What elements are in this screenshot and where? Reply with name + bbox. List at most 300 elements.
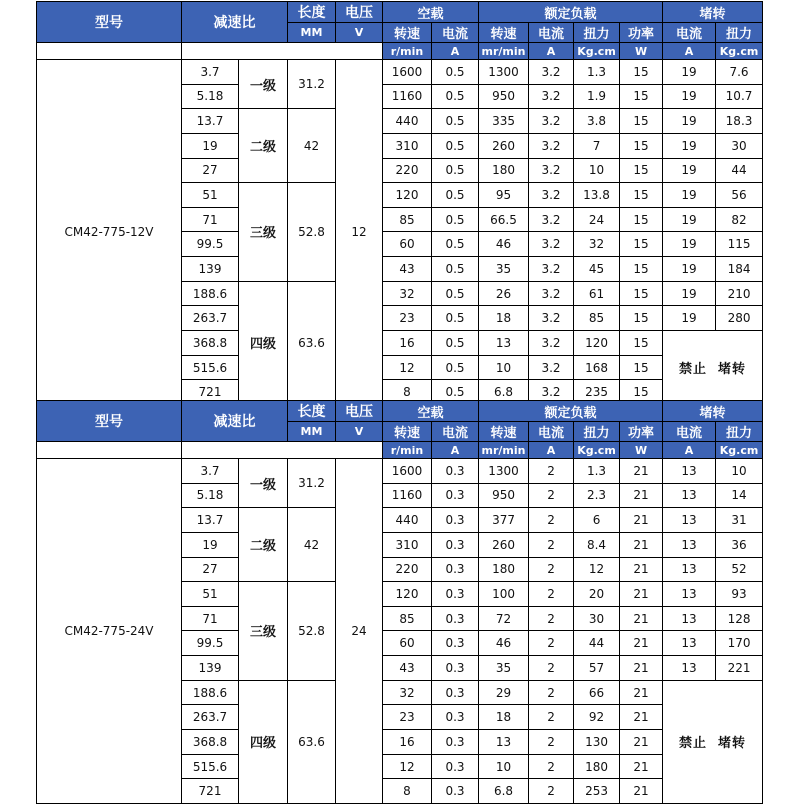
rated-current-cell: 2 [529, 705, 574, 730]
table-row [37, 60, 763, 85]
unit-a: A [663, 43, 716, 60]
ratio-cell: 3.7 [182, 459, 239, 484]
rated-current-cell: 2 [529, 656, 574, 681]
noload-current-cell: 0.5 [432, 207, 479, 232]
noload-current-cell: 0.3 [432, 754, 479, 779]
stall-torque-cell: 10.7 [716, 84, 763, 109]
rated-speed-cell: 180 [479, 557, 529, 582]
forbidden-stall-cell: 禁止 堵转 [663, 680, 763, 803]
stage-cell: 二级 [239, 508, 288, 582]
stall-current-cell: 13 [663, 631, 716, 656]
rated-speed-cell: 950 [479, 84, 529, 109]
noload-current-cell: 0.3 [432, 459, 479, 484]
noload-speed-cell: 12 [383, 754, 432, 779]
header-ratio: 减速比 [182, 401, 288, 442]
blank-cell [37, 43, 182, 60]
noload-current-cell: 0.3 [432, 606, 479, 631]
rated-torque-cell: 66 [574, 680, 620, 705]
rated-speed-cell: 13 [479, 331, 529, 356]
stall-torque-cell: 128 [716, 606, 763, 631]
header-rated-power: 功率 [620, 422, 663, 442]
rated-speed-cell: 35 [479, 257, 529, 282]
rated-torque-cell: 3.8 [574, 109, 620, 134]
blank-cell [37, 442, 182, 459]
stall-current-cell: 13 [663, 508, 716, 533]
noload-current-cell: 0.5 [432, 183, 479, 208]
rated-current-cell: 2 [529, 606, 574, 631]
header-rated-power: 功率 [620, 23, 663, 43]
blank-cell [336, 43, 383, 60]
stall-torque-cell: 93 [716, 582, 763, 607]
stall-torque-cell: 18.3 [716, 109, 763, 134]
stall-torque-cell: 52 [716, 557, 763, 582]
ratio-cell: 5.18 [182, 84, 239, 109]
header-rated-speed: 转速 [479, 23, 529, 43]
rated-torque-cell: 8.4 [574, 532, 620, 557]
unit-w: W [620, 43, 663, 60]
ratio-cell: 19 [182, 532, 239, 557]
rated-torque-cell: 57 [574, 656, 620, 681]
ratio-cell: 99.5 [182, 232, 239, 257]
header-rated-torque: 扭力 [574, 23, 620, 43]
length-cell: 52.8 [288, 582, 336, 681]
blank-cell [182, 442, 288, 459]
length-cell: 31.2 [288, 60, 336, 109]
stall-torque-cell: 44 [716, 158, 763, 183]
stall-torque-cell: 210 [716, 281, 763, 306]
blank-cell [182, 43, 288, 60]
ratio-cell: 188.6 [182, 281, 239, 306]
rated-power-cell: 15 [620, 133, 663, 158]
rated-speed-cell: 26 [479, 281, 529, 306]
header-stall-torque: 扭力 [716, 23, 763, 43]
unit-a: A [529, 442, 574, 459]
noload-speed-cell: 120 [383, 183, 432, 208]
rated-current-cell: 3.2 [529, 84, 574, 109]
stage-cell: 四级 [239, 680, 288, 803]
rated-speed-cell: 29 [479, 680, 529, 705]
rated-power-cell: 15 [620, 183, 663, 208]
rated-torque-cell: 45 [574, 257, 620, 282]
header-length: 长度 [288, 401, 336, 422]
noload-current-cell: 0.5 [432, 109, 479, 134]
rated-speed-cell: 1300 [479, 60, 529, 85]
ratio-cell: 515.6 [182, 355, 239, 380]
rated-torque-cell: 180 [574, 754, 620, 779]
model-cell: CM42-775-12V [37, 60, 182, 405]
length-cell: 42 [288, 508, 336, 582]
rated-power-cell: 15 [620, 380, 663, 405]
rated-speed-cell: 6.8 [479, 380, 529, 405]
rated-speed-cell: 260 [479, 133, 529, 158]
noload-current-cell: 0.3 [432, 582, 479, 607]
rated-torque-cell: 2.3 [574, 483, 620, 508]
noload-speed-cell: 85 [383, 606, 432, 631]
stage-cell: 四级 [239, 281, 288, 404]
noload-speed-cell: 85 [383, 207, 432, 232]
rated-torque-cell: 253 [574, 779, 620, 804]
header-rated-load: 额定负载 [479, 2, 663, 23]
ratio-cell: 71 [182, 207, 239, 232]
rated-power-cell: 15 [620, 158, 663, 183]
noload-speed-cell: 8 [383, 779, 432, 804]
rated-speed-cell: 72 [479, 606, 529, 631]
noload-speed-cell: 1160 [383, 483, 432, 508]
table-body [37, 60, 763, 405]
ratio-cell: 27 [182, 158, 239, 183]
rated-speed-cell: 13 [479, 730, 529, 755]
rated-torque-cell: 235 [574, 380, 620, 405]
rated-current-cell: 3.2 [529, 331, 574, 356]
spec-table-24v [36, 400, 763, 804]
stall-torque-cell: 36 [716, 532, 763, 557]
rated-current-cell: 3.2 [529, 232, 574, 257]
ratio-cell: 71 [182, 606, 239, 631]
ratio-cell: 188.6 [182, 680, 239, 705]
stall-torque-cell: 115 [716, 232, 763, 257]
rated-torque-cell: 168 [574, 355, 620, 380]
noload-speed-cell: 310 [383, 532, 432, 557]
rated-current-cell: 2 [529, 631, 574, 656]
length-cell: 63.6 [288, 680, 336, 803]
noload-speed-cell: 440 [383, 508, 432, 533]
rated-power-cell: 21 [620, 606, 663, 631]
rated-current-cell: 3.2 [529, 207, 574, 232]
header-stall-current: 电流 [663, 23, 716, 43]
stall-torque-cell: 82 [716, 207, 763, 232]
rated-power-cell: 15 [620, 355, 663, 380]
ratio-cell: 51 [182, 582, 239, 607]
stall-current-cell: 13 [663, 557, 716, 582]
rated-current-cell: 2 [529, 680, 574, 705]
header-length-unit: MM [288, 23, 336, 43]
stall-current-cell: 19 [663, 84, 716, 109]
header-stall-current: 电流 [663, 422, 716, 442]
stall-current-cell: 19 [663, 60, 716, 85]
rated-power-cell: 15 [620, 331, 663, 356]
noload-speed-cell: 60 [383, 232, 432, 257]
stall-current-cell: 13 [663, 582, 716, 607]
unit-mrpm: mr/min [479, 43, 529, 60]
noload-speed-cell: 43 [383, 656, 432, 681]
rated-speed-cell: 46 [479, 232, 529, 257]
unit-a: A [663, 442, 716, 459]
rated-torque-cell: 12 [574, 557, 620, 582]
noload-speed-cell: 1600 [383, 459, 432, 484]
noload-current-cell: 0.5 [432, 232, 479, 257]
noload-current-cell: 0.5 [432, 380, 479, 405]
rated-current-cell: 2 [529, 532, 574, 557]
stage-cell: 一级 [239, 60, 288, 109]
length-cell: 52.8 [288, 183, 336, 282]
noload-current-cell: 0.5 [432, 158, 479, 183]
noload-speed-cell: 440 [383, 109, 432, 134]
rated-current-cell: 2 [529, 779, 574, 804]
noload-current-cell: 0.5 [432, 331, 479, 356]
header-no-load: 空载 [383, 401, 479, 422]
rated-current-cell: 3.2 [529, 281, 574, 306]
rated-torque-cell: 120 [574, 331, 620, 356]
rated-power-cell: 15 [620, 60, 663, 85]
stall-torque-cell: 184 [716, 257, 763, 282]
ratio-cell: 368.8 [182, 730, 239, 755]
rated-torque-cell: 61 [574, 281, 620, 306]
rated-torque-cell: 44 [574, 631, 620, 656]
rated-power-cell: 15 [620, 306, 663, 331]
ratio-cell: 5.18 [182, 483, 239, 508]
ratio-cell: 721 [182, 779, 239, 804]
noload-current-cell: 0.5 [432, 281, 479, 306]
header-stall-torque: 扭力 [716, 422, 763, 442]
unit-kgcm: Kg.cm [716, 43, 763, 60]
noload-speed-cell: 23 [383, 306, 432, 331]
stage-cell: 三级 [239, 582, 288, 681]
rated-speed-cell: 335 [479, 109, 529, 134]
rated-speed-cell: 35 [479, 656, 529, 681]
ratio-cell: 139 [182, 257, 239, 282]
header-model: 型号 [37, 401, 182, 442]
ratio-cell: 51 [182, 183, 239, 208]
rated-torque-cell: 7 [574, 133, 620, 158]
unit-rpm: r/min [383, 442, 432, 459]
rated-current-cell: 2 [529, 754, 574, 779]
ratio-cell: 3.7 [182, 60, 239, 85]
stall-current-cell: 19 [663, 207, 716, 232]
rated-speed-cell: 6.8 [479, 779, 529, 804]
ratio-cell: 721 [182, 380, 239, 405]
stall-current-cell: 19 [663, 257, 716, 282]
rated-power-cell: 21 [620, 532, 663, 557]
stall-torque-cell: 221 [716, 656, 763, 681]
rated-speed-cell: 377 [479, 508, 529, 533]
rated-current-cell: 3.2 [529, 109, 574, 134]
header-voltage-unit: V [336, 23, 383, 43]
forbidden-stall-cell: 禁止 堵转 [663, 331, 763, 405]
stall-torque-cell: 56 [716, 183, 763, 208]
unit-a: A [432, 43, 479, 60]
noload-current-cell: 0.5 [432, 306, 479, 331]
noload-current-cell: 0.3 [432, 483, 479, 508]
rated-torque-cell: 13.8 [574, 183, 620, 208]
rated-power-cell: 21 [620, 483, 663, 508]
ratio-cell: 13.7 [182, 508, 239, 533]
unit-kgcm: Kg.cm [574, 442, 620, 459]
noload-current-cell: 0.5 [432, 60, 479, 85]
length-cell: 31.2 [288, 459, 336, 508]
rated-torque-cell: 10 [574, 158, 620, 183]
noload-speed-cell: 16 [383, 331, 432, 356]
header-no-load-speed: 转速 [383, 23, 432, 43]
rated-speed-cell: 46 [479, 631, 529, 656]
stall-current-cell: 19 [663, 306, 716, 331]
stall-current-cell: 19 [663, 281, 716, 306]
noload-current-cell: 0.5 [432, 84, 479, 109]
stall-current-cell: 19 [663, 109, 716, 134]
noload-speed-cell: 60 [383, 631, 432, 656]
noload-current-cell: 0.3 [432, 508, 479, 533]
rated-speed-cell: 100 [479, 582, 529, 607]
rated-speed-cell: 18 [479, 705, 529, 730]
header-voltage: 电压 [336, 401, 383, 422]
noload-current-cell: 0.3 [432, 532, 479, 557]
ratio-cell: 19 [182, 133, 239, 158]
stage-cell: 三级 [239, 183, 288, 282]
rated-torque-cell: 24 [574, 207, 620, 232]
stall-torque-cell: 30 [716, 133, 763, 158]
rated-power-cell: 21 [620, 754, 663, 779]
ratio-cell: 99.5 [182, 631, 239, 656]
rated-power-cell: 15 [620, 281, 663, 306]
unit-a: A [432, 442, 479, 459]
stall-current-cell: 19 [663, 158, 716, 183]
stall-current-cell: 19 [663, 183, 716, 208]
unit-mrpm: mr/min [479, 442, 529, 459]
noload-current-cell: 0.3 [432, 557, 479, 582]
blank-cell [288, 442, 336, 459]
noload-current-cell: 0.3 [432, 680, 479, 705]
table-body [37, 459, 763, 804]
stall-torque-cell: 10 [716, 459, 763, 484]
rated-power-cell: 15 [620, 232, 663, 257]
stall-current-cell: 13 [663, 459, 716, 484]
noload-speed-cell: 16 [383, 730, 432, 755]
unit-kgcm: Kg.cm [574, 43, 620, 60]
rated-power-cell: 15 [620, 109, 663, 134]
unit-rpm: r/min [383, 43, 432, 60]
header-no-load-current: 电流 [432, 23, 479, 43]
unit-kgcm: Kg.cm [716, 442, 763, 459]
rated-torque-cell: 32 [574, 232, 620, 257]
stall-torque-cell: 31 [716, 508, 763, 533]
rated-torque-cell: 30 [574, 606, 620, 631]
rated-power-cell: 21 [620, 557, 663, 582]
rated-torque-cell: 1.3 [574, 60, 620, 85]
header-rated-current: 电流 [529, 23, 574, 43]
rated-power-cell: 21 [620, 779, 663, 804]
spec-table-12v [36, 1, 763, 405]
stall-torque-cell: 7.6 [716, 60, 763, 85]
rated-power-cell: 15 [620, 257, 663, 282]
stall-current-cell: 13 [663, 483, 716, 508]
rated-current-cell: 2 [529, 508, 574, 533]
rated-power-cell: 15 [620, 84, 663, 109]
noload-speed-cell: 1600 [383, 60, 432, 85]
rated-current-cell: 3.2 [529, 306, 574, 331]
ratio-cell: 27 [182, 557, 239, 582]
rated-speed-cell: 950 [479, 483, 529, 508]
rated-speed-cell: 260 [479, 532, 529, 557]
header-rated-load: 额定负载 [479, 401, 663, 422]
noload-speed-cell: 32 [383, 281, 432, 306]
rated-current-cell: 3.2 [529, 355, 574, 380]
header-voltage: 电压 [336, 2, 383, 23]
stage-cell: 一级 [239, 459, 288, 508]
rated-power-cell: 21 [620, 656, 663, 681]
header-rated-torque: 扭力 [574, 422, 620, 442]
noload-speed-cell: 32 [383, 680, 432, 705]
rated-torque-cell: 1.3 [574, 459, 620, 484]
ratio-cell: 139 [182, 656, 239, 681]
rated-current-cell: 2 [529, 459, 574, 484]
header-rated-speed: 转速 [479, 422, 529, 442]
table-row [37, 459, 763, 484]
voltage-cell: 12 [336, 60, 383, 405]
length-cell: 63.6 [288, 281, 336, 404]
noload-speed-cell: 120 [383, 582, 432, 607]
model-cell: CM42-775-24V [37, 459, 182, 804]
noload-current-cell: 0.3 [432, 730, 479, 755]
voltage-cell: 24 [336, 459, 383, 804]
rated-speed-cell: 10 [479, 355, 529, 380]
rated-current-cell: 3.2 [529, 380, 574, 405]
blank-cell [288, 43, 336, 60]
stall-current-cell: 13 [663, 656, 716, 681]
noload-current-cell: 0.3 [432, 779, 479, 804]
header-length: 长度 [288, 2, 336, 23]
header-no-load-current: 电流 [432, 422, 479, 442]
noload-speed-cell: 220 [383, 557, 432, 582]
ratio-cell: 515.6 [182, 754, 239, 779]
rated-torque-cell: 92 [574, 705, 620, 730]
length-cell: 42 [288, 109, 336, 183]
ratio-cell: 263.7 [182, 705, 239, 730]
noload-speed-cell: 220 [383, 158, 432, 183]
noload-speed-cell: 23 [383, 705, 432, 730]
rated-power-cell: 21 [620, 459, 663, 484]
blank-cell [336, 442, 383, 459]
noload-speed-cell: 8 [383, 380, 432, 405]
rated-power-cell: 21 [620, 680, 663, 705]
noload-current-cell: 0.5 [432, 355, 479, 380]
stall-current-cell: 13 [663, 606, 716, 631]
rated-current-cell: 3.2 [529, 158, 574, 183]
ratio-cell: 368.8 [182, 331, 239, 356]
stall-torque-cell: 14 [716, 483, 763, 508]
header-no-load-speed: 转速 [383, 422, 432, 442]
rated-current-cell: 3.2 [529, 133, 574, 158]
stall-current-cell: 13 [663, 532, 716, 557]
rated-speed-cell: 180 [479, 158, 529, 183]
noload-speed-cell: 43 [383, 257, 432, 282]
stall-current-cell: 19 [663, 232, 716, 257]
rated-torque-cell: 1.9 [574, 84, 620, 109]
rated-power-cell: 21 [620, 730, 663, 755]
header-no-load: 空载 [383, 2, 479, 23]
rated-current-cell: 2 [529, 557, 574, 582]
rated-torque-cell: 85 [574, 306, 620, 331]
rated-power-cell: 21 [620, 631, 663, 656]
rated-power-cell: 21 [620, 508, 663, 533]
rated-current-cell: 3.2 [529, 257, 574, 282]
rated-speed-cell: 10 [479, 754, 529, 779]
rated-current-cell: 2 [529, 730, 574, 755]
rated-torque-cell: 130 [574, 730, 620, 755]
rated-power-cell: 21 [620, 705, 663, 730]
noload-current-cell: 0.3 [432, 631, 479, 656]
rated-current-cell: 3.2 [529, 183, 574, 208]
rated-power-cell: 21 [620, 582, 663, 607]
stage-cell: 二级 [239, 109, 288, 183]
rated-current-cell: 2 [529, 582, 574, 607]
rated-current-cell: 3.2 [529, 60, 574, 85]
ratio-cell: 263.7 [182, 306, 239, 331]
noload-current-cell: 0.3 [432, 656, 479, 681]
header-model: 型号 [37, 2, 182, 43]
noload-speed-cell: 12 [383, 355, 432, 380]
stall-torque-cell: 280 [716, 306, 763, 331]
ratio-cell: 13.7 [182, 109, 239, 134]
header-length-unit: MM [288, 422, 336, 442]
